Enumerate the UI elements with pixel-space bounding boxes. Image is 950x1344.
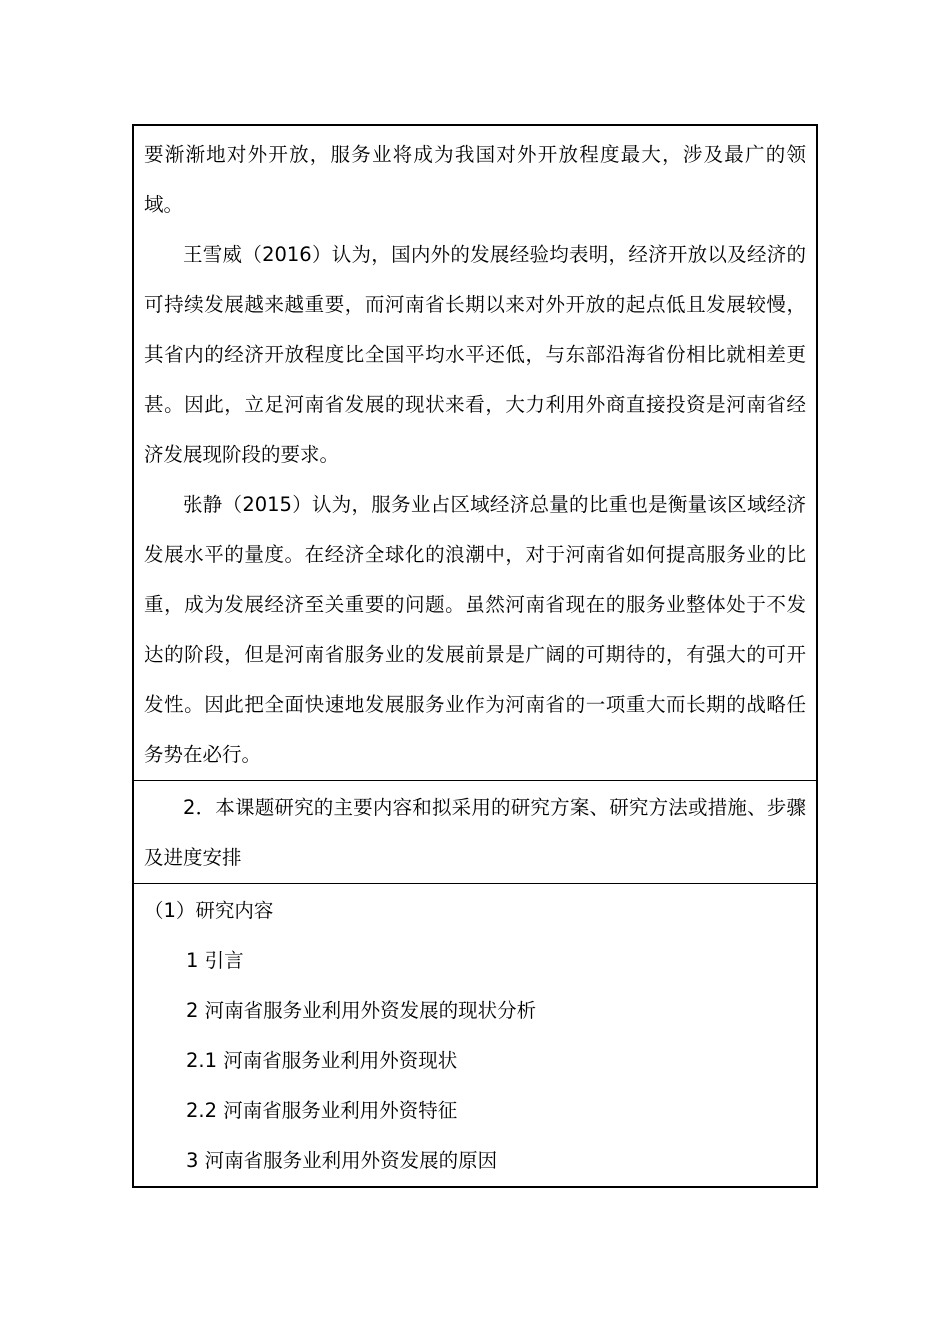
- document-table: [132, 124, 818, 1188]
- outline-item: 1 引言: [186, 949, 244, 972]
- section-heading-cell: [134, 780, 816, 883]
- paragraph-wang-xuewei: 王雪威（2016）认为，国内外的发展经验均表明，经济开放以及经济的可持续发展越来越重要，而河南省长期以来对外开放的起点低且发展较慢，其省内的经济开放程度比全国平均水平还低，与东部沿海省份相比就相差更甚。因此，立足河南省发展的现状来看，大力利用外商直接投资是河南省经济发展现阶段的要求。: [144, 243, 806, 466]
- research-content-cell: [134, 883, 816, 1186]
- outline-item: 3 河南省服务业利用外资发展的原因: [186, 1149, 498, 1172]
- outline-item: 2.2 河南省服务业利用外资特征: [186, 1099, 458, 1122]
- paragraph-continued: 要渐渐地对外开放，服务业将成为我国对外开放程度最大，涉及最广的领域。: [144, 143, 806, 216]
- section-heading: 2．本课题研究的主要内容和拟采用的研究方案、研究方法或措施、步骤及进度安排: [144, 796, 806, 869]
- outline-item: 2.1 河南省服务业利用外资现状: [186, 1049, 458, 1072]
- research-content-title: （1）研究内容: [144, 899, 274, 922]
- literature-review-cell: [134, 126, 816, 780]
- paragraph-zhang-jing: 张静（2015）认为，服务业占区域经济总量的比重也是衡量该区域经济发展水平的量度。在经济全球化的浪潮中，对于河南省如何提高服务业的比重，成为发展经济至关重要的问题。虽然河南省现在的服务业整体处于不发达的阶段，但是河南省服务业的发展前景是广阔的可期待的，有强大的可开发性。因此把全面快速地发展服务业作为河南省的一项重大而长期的战略任务势在必行。: [144, 493, 806, 766]
- outline-item: 2 河南省服务业利用外资发展的现状分析: [186, 999, 537, 1022]
